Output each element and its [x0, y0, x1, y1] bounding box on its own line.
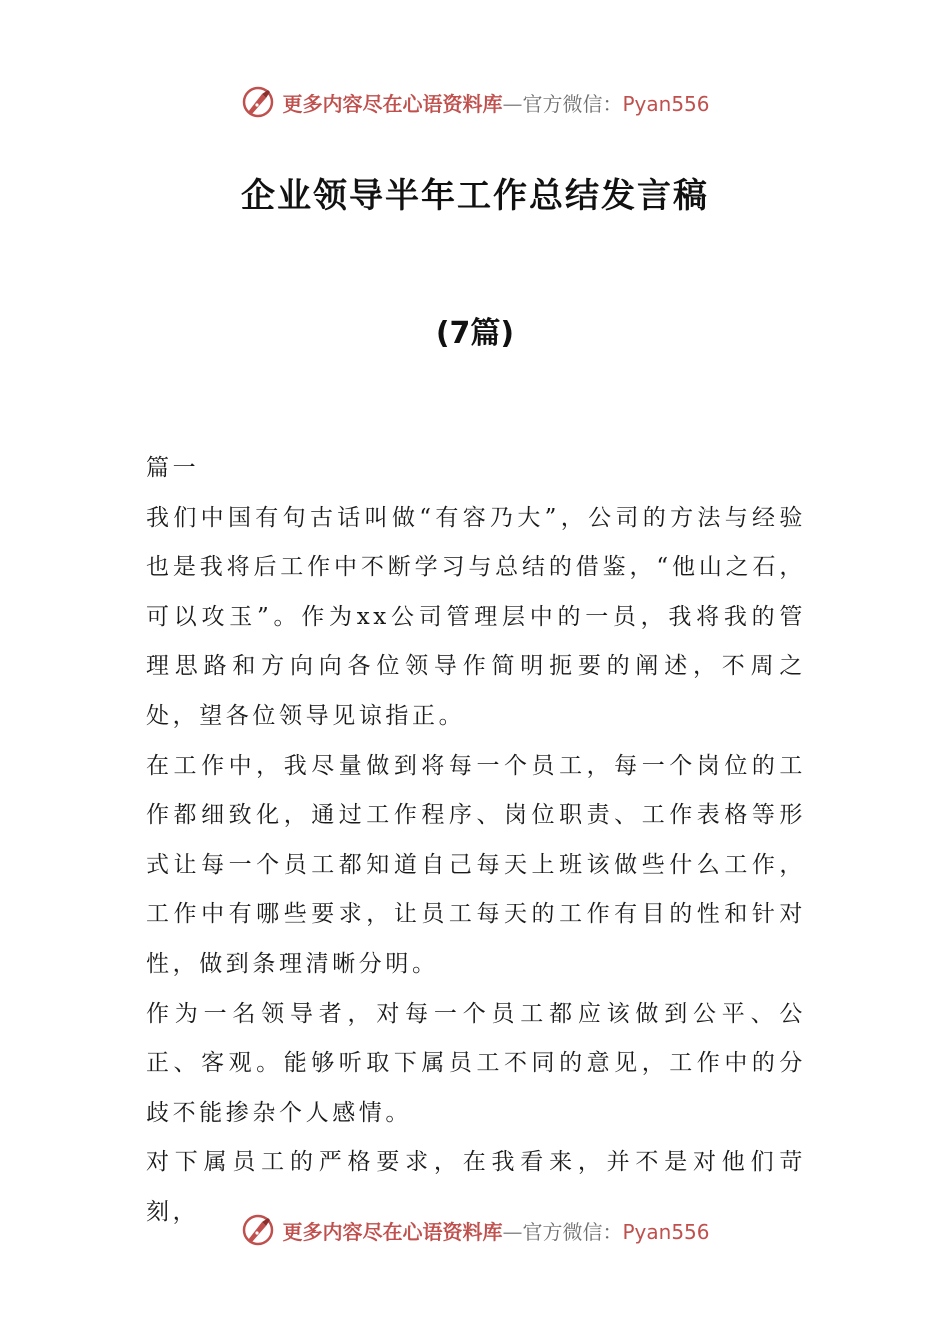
header-brand-text: 更多内容尽在心语资料库 — [282, 91, 503, 116]
document-subtitle: (7篇) — [435, 316, 515, 351]
body-paragraph-1: 我们中国有句古话叫做“有容乃大”，公司的方法与经验也是我将后工作中不断学习与总结的借鉴，“他山之石，可以攻玉”。作为xx公司管理层中的一员，我将我的管理思路和方向向各位领导作简明扼要的阐述，不周之处，望各位领导见谅指正。 — [146, 504, 806, 729]
pen-nib-circle-logo-icon — [240, 1212, 276, 1248]
footer-brand-text: 更多内容尽在心语资料库 — [282, 1219, 503, 1244]
pen-nib-circle-logo-icon — [240, 84, 276, 120]
body-paragraph-2: 在工作中，我尽量做到将每一个员工，每一个岗位的工作都细致化，通过工作程序、岗位职责、工作表格等形式让每一个员工都知道自己每天上班该做些什么工作，工作中有哪些要求，让员工每天的工作有目的性和针对性，做到条理清晰分明。 — [146, 752, 806, 977]
header-separator: — — [502, 91, 523, 116]
body-paragraph-4: 对下属员工的严格要求，在我看来，并不是对他们苛刻， — [146, 1149, 806, 1225]
document-body — [146, 444, 806, 1238]
footer-wechat-id: Pyan556 — [622, 1219, 710, 1244]
header-wechat-id: Pyan556 — [622, 91, 710, 116]
footer-banner-text — [282, 1216, 709, 1245]
body-paragraph-3: 作为一名领导者，对每一个员工都应该做到公平、公正、客观。能够听取下属员工不同的意见，工作中的分歧不能掺杂个人感情。 — [146, 1000, 806, 1126]
header-wechat-label: 官方微信： — [522, 91, 623, 116]
header-banner-text — [282, 88, 709, 117]
footer-banner — [0, 1210, 950, 1250]
section-label: 篇一 — [146, 455, 200, 481]
footer-wechat-label: 官方微信： — [522, 1219, 623, 1244]
footer-separator: — — [502, 1219, 523, 1244]
header-banner — [0, 82, 950, 122]
document-title: 企业领导半年工作总结发言稿 — [241, 176, 709, 216]
